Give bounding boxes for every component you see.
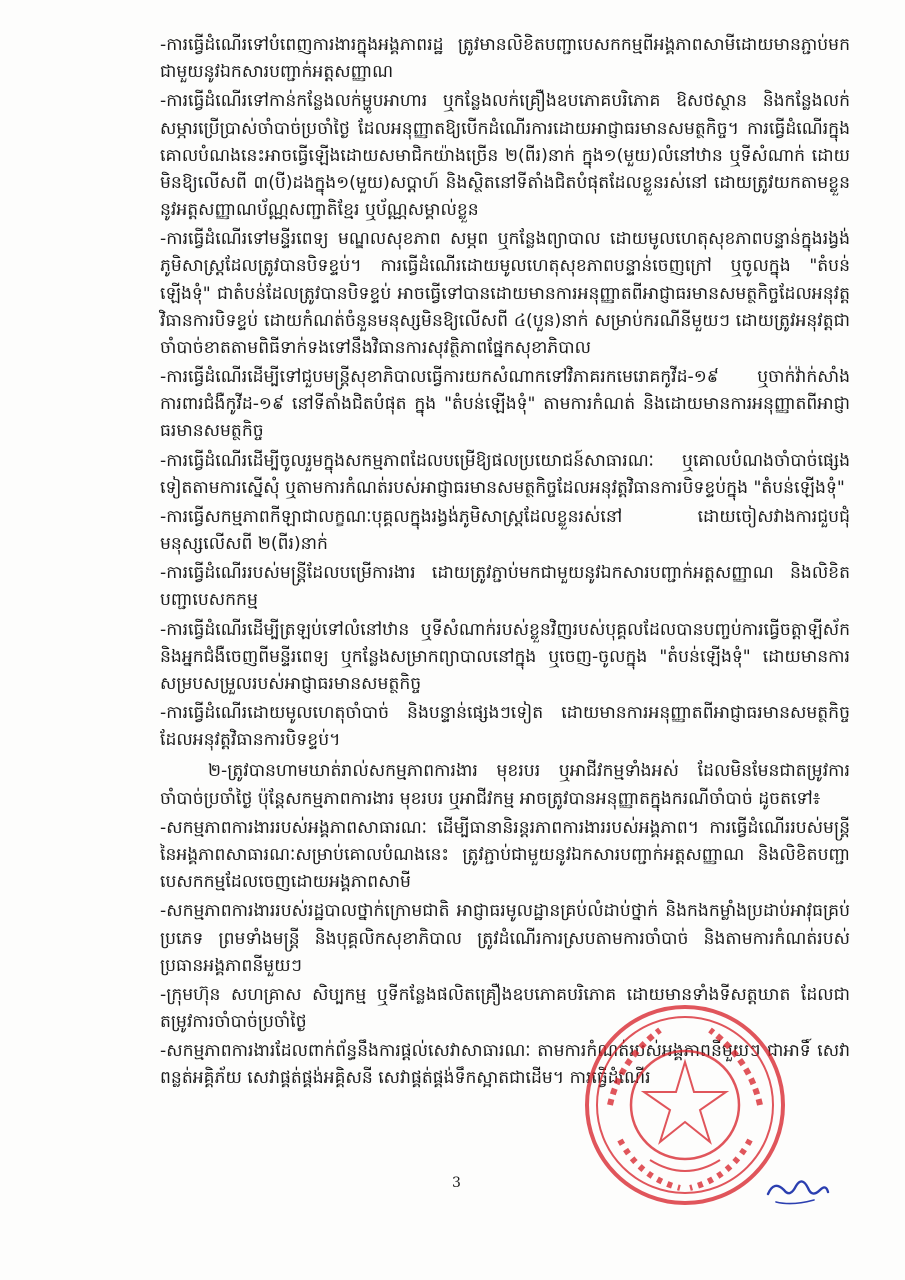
list-item: -ក្រុមហ៊ុន សហគ្រាស សិប្បកម្ម ឬទីកន្លែងផលិតគ្រឿងឧបភោគបរិភោគ ដោយមានទាំងទីសត្តឃាត ដែលជាតម្រូវការចាំបាច់ប្រចាំថ្ងៃ — [160, 984, 850, 1033]
list-item: -ការធ្វើដំណើរដោយមូលហេតុចាំបាច់ និងបន្ទាន់ផ្សេងៗទៀត ដោយមានការអនុញ្ញាតពីអាជ្ញាធរមានសមត្ថកិច្ច ដែលអនុវត្តវិធានការបិទខ្ទប់។ — [160, 703, 850, 751]
list-item: -សកម្មភាពការងារដែលពាក់ព័ន្ធនឹងការផ្ដល់សេវាសាធារណៈ តាមការកំណត់របស់អង្គភាពនីមួយៗ ជាអាទិ៍ សេវាពន្លត់អគ្គិភ័យ សេវាផ្គត់ផ្គង់អគ្គិសនី សេវាផ្គត់ផ្គង់ទឹកស្អាតជាដើម។ ការធ្វើដំណើរ — [160, 1041, 850, 1089]
list-item: -ការធ្វើដំណើរដើម្បីទៅជួបមន្ត្រីសុខាភិបាលធ្វើការយកសំណាកទៅវិភាគរកមេរោគកូវីដ-១៩ ឬចាក់វ៉ាក់សាំងការពារជំងឺកូវីដ-១៩ នៅទីតាំងជិតបំផុត ក្នុង "តំបន់ឡើងទុំ" តាមការកំណត់ និងដោយមានការអនុញ្ញាតពីអាជ្ញាធរមានសមត្ថកិច្ច — [160, 367, 850, 442]
list-item: -ការធ្វើដំណើររបស់មន្ត្រីដែលបម្រើការងារ ដោយត្រូវភ្ជាប់មកជាមួយនូវឯកសារបញ្ជាក់អត្តសញ្ញាណ និងលិខិតបញ្ជាបេសកកម្ម — [160, 563, 850, 611]
list-item: -សកម្មភាពការងាររបស់អង្គភាពសាធារណៈ ដើម្បីធានានិរន្តរភាពការងាររបស់អង្គភាព។ ការធ្វើដំណើររបស់មន្ត្រីនៃអង្គភាពសាធារណៈសម្រាប់គោលបំណងនេះ ត្រូវភ្ជាប់ជាមួយនូវឯកសារបញ្ជាក់អត្តសញ្ញាណ និងលិខិតបញ្ជាបេសកកម្មដែលចេញដោយអង្គភាពសាមី — [160, 817, 850, 893]
list-item: -ការធ្វើដំណើរដើម្បីត្រឡប់ទៅលំនៅឋាន ឬទីសំណាក់របស់ខ្លួនវិញរបស់បុគ្គលដែលបានបញ្ចប់ការធ្វើចត្តាឡីស័ក និងអ្នកជំងឺចេញពីមន្ទីរពេទ្យ ឬកន្លែងសម្រាកព្យាបាលនៅក្នុង ឬចេញ-ចូលក្នុង "តំបន់ឡើងទុំ" ដោយមានការសម្របសម្រួលរបស់អាជ្ញាធរមានសមត្ថកិច្ច — [160, 619, 850, 694]
list-item: -ការធ្វើសកម្មភាពកីឡាជាលក្ខណៈបុគ្គលក្នុងរង្វង់ភូមិសាស្ត្រដែលខ្លួនរស់នៅ ដោយចៀសវាងការជួបជុំមនុស្សលើសពី ២(ពីរ)នាក់ — [160, 506, 850, 555]
document-body — [160, 32, 850, 1095]
official-seal — [580, 1000, 790, 1210]
list-item: -ការធ្វើដំណើរដើម្បីចូលរួមក្នុងសកម្មភាពដែលបម្រើឱ្យផលប្រយោជន៍សាធារណៈ ឬគោលបំណងចាំបាច់ផ្សេងទៀតតាមការស្នើសុំ ឬតាមការកំណត់របស់អាជ្ញាធរមានសមត្ថកិច្ចដែលអនុវត្តវិធានការបិទខ្ទប់ក្នុង "តំបន់ឡើងទុំ" — [160, 450, 850, 498]
page-number: 3 — [452, 1175, 461, 1191]
list-item: -ការធ្វើដំណើរទៅមន្ទីរពេទ្យ មណ្ឌលសុខភាព សម្ភព ឬកន្លែងព្យាបាល ដោយមូលហេតុសុខភាពបន្ទាន់ក្នុងរង្វង់ភូមិសាស្ត្រដែលត្រូវបានបិទខ្ទប់។ ការធ្វើដំណើរដោយមូលហេតុសុខភាពបន្ទាន់ចេញក្រៅ ឬចូលក្នុង "តំបន់ឡើងទុំ" ជាតំបន់ដែលត្រូវបានបិទខ្ទប់ អាចធ្វើទៅបានដោយមានការអនុញ្ញាតពីអាជ្ញាធរមានសមត្ថកិច្ចដែលអនុវត្តវិធានការបិទខ្ទប់ ដោយកំណត់ចំនួនមនុស្សមិនឱ្យលើសពី ៤(បួន)នាក់ សម្រាប់ករណីនីមួយៗ ដោយត្រូវអនុវត្តជាចាំបាច់ខាតតាមពិធីទាក់ទងទៅនឹងវិធានការសុវត្ថិភាពផ្នែកសុខាភិបាល — [160, 229, 850, 358]
list-item: -ការធ្វើដំណើរទៅបំពេញការងារក្នុងអង្គភាពរដ្ឋ ត្រូវមានលិខិតបញ្ជាបេសកកម្មពីអង្គភាពសាមីដោយមានភ្ជាប់មកជាមួយនូវឯកសារបញ្ជាក់អត្តសញ្ញាណ — [160, 35, 850, 83]
section-paragraph: ២-ត្រូវបានហាមឃាត់រាល់សកម្មភាពការងារ មុខរបរ ឬអាជីវកម្មទាំងអស់ ដែលមិនមែនជាតម្រូវការចាំបាច់ប្រចាំថ្ងៃ ប៉ុន្តែសកម្មភាពការងារ មុខរបរ ឬអាជីវកម្ម អាចត្រូវបានអនុញ្ញាតក្នុងករណីចាំបាច់ ដូចតទៅ៖ — [160, 761, 850, 809]
list-item: -ការធ្វើដំណើរទៅកាន់កន្លែងលក់ម្ហូបអាហារ ឬកន្លែងលក់គ្រឿងឧបភោគបរិភោគ ឱសថស្ថាន និងកន្លែងលក់សម្ភារប្រើប្រាស់ចាំបាច់ប្រចាំថ្ងៃ ដែលអនុញ្ញាតឱ្យបើកដំណើរការដោយអាជ្ញាធរមានសមត្ថកិច្ច។ ការធ្វើដំណើរក្នុងគោលបំណងនេះអាចធ្វើឡើងដោយសមាជិកយ៉ាងច្រើន ២(ពីរ)នាក់ ក្នុង១(មួយ)លំនៅឋាន ឬទីសំណាក់ ដោយមិនឱ្យលើសពី ៣(បី)ដងក្នុង១(មួយ)សប្ដាហ៍ និងស្ថិតនៅទីតាំងជិតបំផុតដែលខ្លួនរស់នៅ ដោយត្រូវយកតាមខ្លួននូវអត្តសញ្ញាណប័ណ្ណសញ្ជាតិខ្មែរ ឬប័ណ្ណសម្គាល់ខ្លួន — [160, 91, 850, 221]
list-item: -សកម្មភាពការងាររបស់រដ្ឋបាលថ្នាក់ក្រោមជាតិ អាជ្ញាធរមូលដ្ឋានគ្រប់លំដាប់ថ្នាក់ និងកងកម្លាំងប្រដាប់អាវុធគ្រប់ប្រភេទ ព្រមទាំងមន្ត្រី និងបុគ្គលិកសុខាភិបាល ត្រូវដំណើរការស្របតាមការចាំបាច់ និងតាមការកំណត់របស់ប្រធានអង្គភាពនីមួយៗ — [160, 901, 850, 976]
handwritten-initial — [762, 1172, 832, 1208]
